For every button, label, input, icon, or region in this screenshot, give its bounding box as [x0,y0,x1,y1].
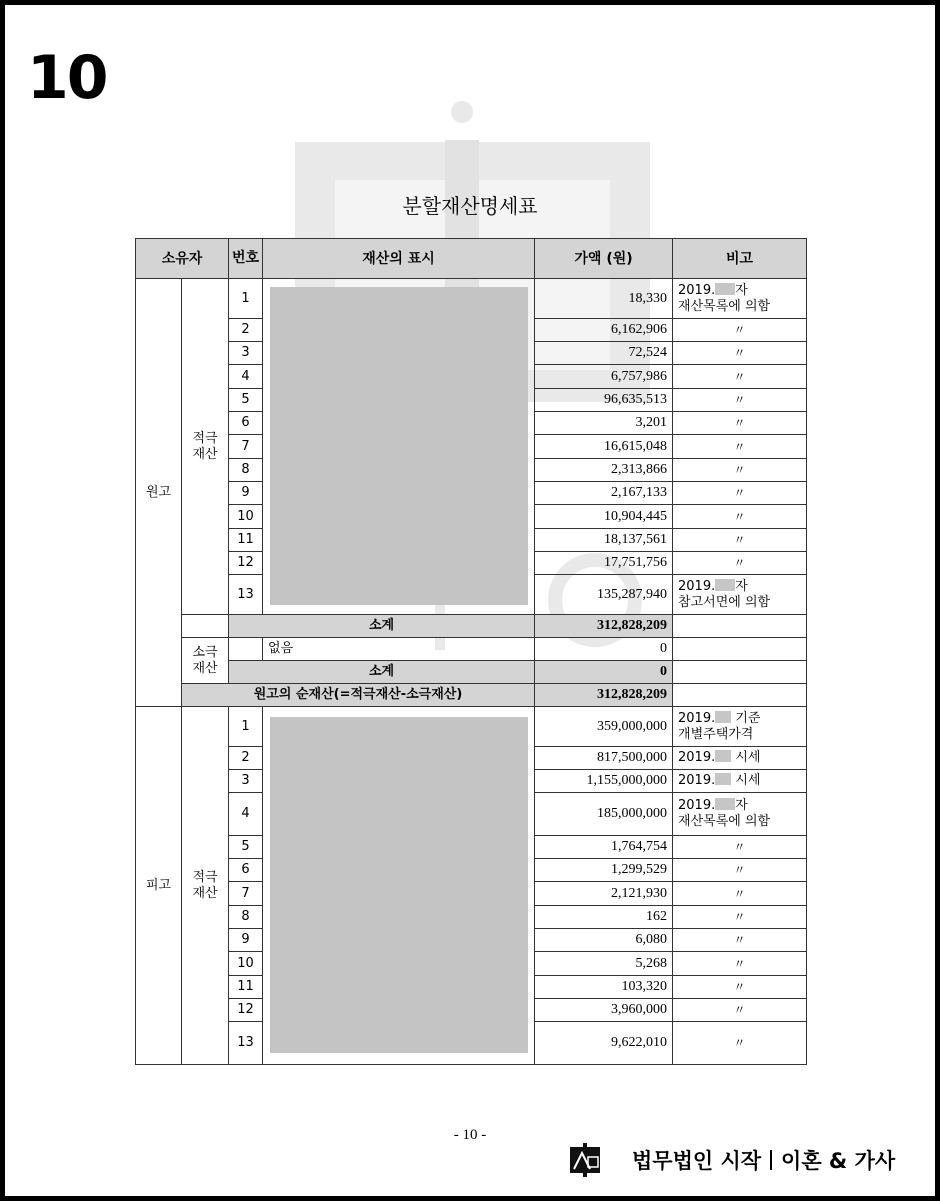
footer-page-number: - 10 - [453,1127,487,1143]
asset-value: 3,960,000 [535,999,673,1022]
note-suffix: 시세 [731,750,761,765]
row-number: 8 [229,459,263,482]
row-number: 6 [229,859,263,882]
note-suffix: 시세 [731,773,761,788]
defendant-active-assets-label: 적극 재산 [182,707,229,1065]
passive-description: 없음 [263,638,535,661]
note-cell [673,575,807,615]
asset-value: 96,635,513 [535,389,673,412]
note-date: 2019. [678,750,716,765]
note-date: 2019. [678,710,716,726]
row-number: 13 [229,1022,263,1065]
asset-value: 2,121,930 [535,882,673,906]
redacted-plaintiff-assets [270,287,528,605]
net-assets-value: 312,828,209 [535,684,673,707]
row-number: 4 [229,793,263,836]
note-detail: 재산목록에 의함 [678,298,771,314]
row-number: 5 [229,836,263,859]
note-cell: 〃 [673,529,807,552]
note-cell [673,747,807,770]
note-cell [673,793,807,836]
plaintiff-net-row [136,684,807,707]
asset-value: 185,000,000 [535,793,673,836]
table-header-row [136,239,807,279]
footer-brand [570,1143,895,1177]
asset-value: 6,080 [535,929,673,952]
note-cell: 〃 [673,389,807,412]
row-number: 11 [229,529,263,552]
note-cell [673,770,807,793]
row-number: 12 [229,999,263,1022]
header-owner: 소유자 [136,239,229,279]
note-cell [673,707,807,747]
row-number: 5 [229,389,263,412]
asset-value: 6,757,986 [535,365,673,389]
row-number: 6 [229,412,263,435]
redacted-date [715,798,735,810]
page-number: 10 [27,43,107,113]
document-title: 분할재산명세표 [402,194,538,218]
note-suffix: 자 [735,282,748,298]
row-number: 1 [229,279,263,319]
note-detail: 재산목록에 의함 [678,814,771,829]
row-number: 1 [229,707,263,747]
note-cell: 〃 [673,976,807,999]
asset-value: 162 [535,906,673,929]
header-value: 가액 (원) [535,239,673,279]
redacted-date [715,283,735,295]
subtotal-value: 312,828,209 [535,615,673,638]
note-cell: 〃 [673,435,807,459]
note-cell: 〃 [673,836,807,859]
note-cell: 〃 [673,929,807,952]
note-detail: 개별주택가격 [678,726,754,742]
asset-value: 1,764,754 [535,836,673,859]
note-date: 2019. [678,578,716,594]
note-cell: 〃 [673,505,807,529]
row-number: 8 [229,906,263,929]
note-cell: 〃 [673,319,807,342]
row-number: 9 [229,482,263,505]
note-cell [673,279,807,319]
note-cell: 〃 [673,859,807,882]
plaintiff-subtotal-row [136,615,807,638]
note-detail: 참고서면에 의함 [678,594,771,610]
asset-value: 103,320 [535,976,673,999]
note-suffix: 기준 [731,710,761,726]
note-date: 2019. [678,773,716,788]
note-date: 2019. [678,282,716,298]
asset-value: 3,201 [535,412,673,435]
asset-value: 5,268 [535,952,673,976]
row-number: 13 [229,575,263,615]
row-number: 3 [229,342,263,365]
plaintiff-passive-assets-label: 소극 재산 [182,638,229,684]
firm-name: 법무법인 시작 [632,1149,762,1173]
header-number: 번호 [229,239,263,279]
header-note: 비고 [673,239,807,279]
asset-value: 817,500,000 [535,747,673,770]
subtotal-label: 소계 [229,615,535,638]
row-number: 7 [229,882,263,906]
row-number: 7 [229,435,263,459]
firm-tagline: 이혼 & 가사 [781,1149,896,1173]
redacted-date [715,579,735,591]
asset-value: 17,751,756 [535,552,673,575]
note-suffix: 자 [735,798,748,813]
asset-value: 359,000,000 [535,707,673,747]
note-cell: 〃 [673,365,807,389]
note-cell: 〃 [673,882,807,906]
firm-logo-icon [570,1143,602,1177]
asset-value: 6,162,906 [535,319,673,342]
redacted-date [715,750,731,762]
header-description: 재산의 표시 [263,239,535,279]
note-cell: 〃 [673,1022,807,1065]
row-number: 2 [229,747,263,770]
note-cell: 〃 [673,999,807,1022]
note-cell: 〃 [673,342,807,365]
plaintiff-active-assets-label: 적극 재산 [182,279,229,615]
asset-value: 9,622,010 [535,1022,673,1065]
row-number: 3 [229,770,263,793]
asset-value: 18,137,561 [535,529,673,552]
asset-value: 18,330 [535,279,673,319]
asset-value: 2,313,866 [535,459,673,482]
asset-value: 1,299,529 [535,859,673,882]
row-number: 11 [229,976,263,999]
row-number: 10 [229,505,263,529]
note-suffix: 자 [735,578,748,594]
note-cell: 〃 [673,552,807,575]
row-number: 9 [229,929,263,952]
asset-value: 10,904,445 [535,505,673,529]
row-number: 4 [229,365,263,389]
owner-defendant: 피고 [136,707,182,1065]
asset-value: 72,524 [535,342,673,365]
asset-value: 16,615,048 [535,435,673,459]
redacted-date [715,711,731,723]
asset-value: 1,155,000,000 [535,770,673,793]
brand-separator [770,1150,772,1170]
note-date: 2019. [678,798,716,813]
net-assets-label: 원고의 순재산(=적극재산-소극재산) [182,684,535,707]
owner-plaintiff: 원고 [136,279,182,707]
note-cell: 〃 [673,906,807,929]
row-number: 2 [229,319,263,342]
row-number: 12 [229,552,263,575]
redacted-date [715,773,731,785]
note-cell: 〃 [673,482,807,505]
note-cell: 〃 [673,412,807,435]
note-cell: 〃 [673,952,807,976]
redacted-defendant-assets [270,717,528,1053]
plaintiff-passive-row [136,638,807,661]
note-cell: 〃 [673,459,807,482]
passive-value: 0 [535,638,673,661]
passive-subtotal-label: 소계 [229,661,535,684]
passive-subtotal-value: 0 [535,661,673,684]
row-number: 10 [229,952,263,976]
asset-value: 135,287,940 [535,575,673,615]
plaintiff-passive-subtotal-row [136,661,807,684]
asset-value: 2,167,133 [535,482,673,505]
